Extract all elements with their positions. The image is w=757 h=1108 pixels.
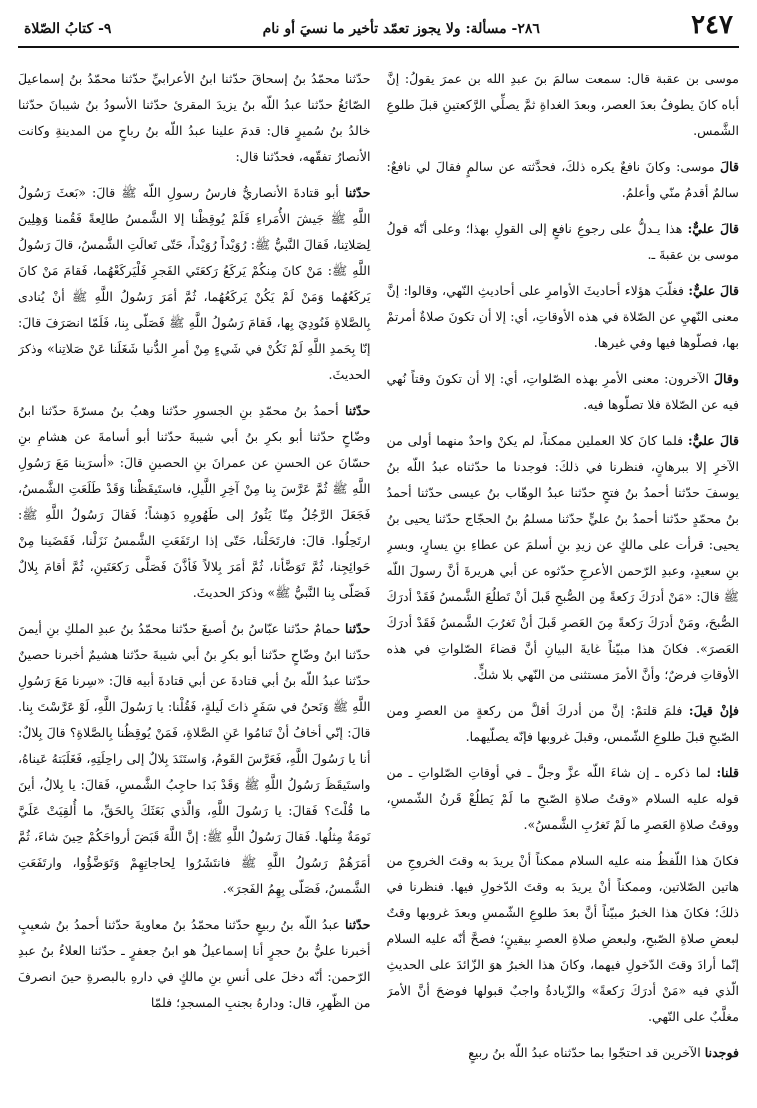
paragraph-text: حمامٌ حدّثنا عبّاسُ بنُ أصبغَ حدّثنا محمّدُ بنُ عبدِ الملكِ بنِ أيمنَ حدّثنا ابنُ وضّاحٍ حدّثنا أبو بكرِ بنُ أبي شيبةَ حدّثنا هشيمٌ أخبرنا حصينٌ حدّثنا عبدُ اللّه بنُ أبي قتادةَ عن أبي قتادةَ أبيه قالَ: «سِرنا مَعَ رَسُولِ اللَّهِ ﷺ وَنَحنُ في سَفَرٍ ذاتَ لَيلةٍ، فَقُلْنا: يا رَسُولَ اللَّهِ، لَوْ عَرَّسْتَ بِنا. قالَ: إنّي أخافُ أنْ تَنامُوا عَنِ الصَّلاةِ، فَمَنْ يُوقِظُنا بِالصَّلاةِ؟ قالَ بِلالٌ: أنا يا رَسُولَ اللَّهِ، فَعَرَّسَ القَومُ، وَاستَنَدَ بِلالٌ إلى راحِلَتِهِ، فَغَلَبَتهُ عَيناهُ، واستَيقَظَ رَسُولُ اللَّهِ ﷺ وَقَدْ بَدا حاجِبُ الشَّمسِ، فَقالَ: يا بِلالُ، أينَ ما قُلْتَ؟ فَقالَ: يا رَسُولَ اللَّهِ، وَالَّذي بَعَثَكَ بِالحَقِّ، ما أُلقِيَتْ عَلَيَّ نَومَةٌ مِثلُها. فَقالَ رَسُولُ اللَّهِ ﷺ: إنَّ اللَّهَ قَبَضَ أرواحَكُمْ حِينَ شاءَ، ثُمَّ أمَرَهُمْ رَسُولُ اللَّهِ ﷺ فانتَشَرُوا لِحاجاتِهِمْ وَتَوَضَّؤُوا، وارتَفَعَتِ الشَّمسُ، فَصَلّى بِهِمُ الفَجرَ». <box>18 621 371 896</box>
paragraph <box>387 66 740 144</box>
paragraph-lead: حدّثنا <box>344 621 371 636</box>
paragraph-lead: قلنا: <box>716 765 739 780</box>
paragraph-text: الآخرين قد احتجّوا بما حدّثناه عبدُ اللّه بنُ ربيعٍ <box>468 1045 705 1060</box>
paragraph <box>18 616 371 902</box>
book-title: ٩- كتابُ الصّلاة <box>24 21 112 37</box>
right-column <box>387 66 740 1106</box>
paragraph <box>387 760 740 838</box>
paragraph-text: فلمَ قلتمْ: إنَّ من أدركَ أقلَّ من ركعةٍ من العصرِ ومن الصّبحِ قبلَ طلوعِ الشّمس، وقبلَ غروبها فإنّه يصلّيهما. <box>386 703 739 744</box>
paragraph-text: أبو قتادةَ الأنصاريُّ فارسُ رسولِ اللّه ﷺ قالَ: «بَعثَ رَسُولُ اللَّهِ ﷺ جَيشَ الأُمَراءِ فَلَمْ يُوقِظْنا إلا الشَّمسُ طالِعةً فَقُمنا وَهِلِينَ لِصَلاتِنا، فَقالَ النَّبيُّ ﷺ: رُوَيْداً رُوَيْداً، حَتّى تَعالَتِ الشَّمسُ، قالَ رَسُولُ اللَّهِ ﷺ: مَنْ كانَ مِنكُمْ يَركَعُ رَكعَتَي الفَجرِ فَلْيَركَعْهُما، فَقامَ مَنْ كانَ يَركَعُهُما وَمَنْ لَمْ يَكُنْ يَركَعُهُما، ثُمَّ أمَرَ رَسُولُ اللَّهِ ﷺ أنْ يُنادى بِالصَّلاةِ فَنُودِيَ بِها، فَقامَ رَسُولُ اللَّهِ ﷺ فَصَلّى بِنا، فَلَمّا انصَرَفَ قالَ: إنّا بِحَمدِ اللَّهِ لَمْ نَكُنْ في شَيءٍ مِنْ أمرِ الدُّنيا شَغَلَنا عَنْ صَلاتِنا» وذكرَ الحديثَ. <box>18 185 371 382</box>
paragraph-text: فكانَ هذا اللّفظُ منه عليه السلام ممكناً أنْ يريدَ به وقتَ الخروجِ من هاتين الصّلاتين، وممكناً أنْ يريدَ به وقتَ الدّخولِ فيها. فنظرنا في ذلكَ؛ فكانَ هذا الخبرُ مبيّناً أنَّ بعدَ طلوعِ الشّمسِ وبعدَ غروبها وقتٌ لبعضِ صلاةِ الصّبحِ، ولبعضِ صلاةِ العصرِ بيقينٍ؛ فصحَّ أنّه عليه السلام إنّما أرادَ وقتَ الدّخولِ فيهما، وكانَ هذا الخبرُ هوَ الزّائدَ على الحديثِ الّذي فيه «مَنْ أدرَكَ رَكعةً» والزّيادةُ واجبٌ قبولها فوضحَ أنَّ الأمرَ مغلَّبٌ على النّهي. <box>386 853 739 1024</box>
paragraph-text: فلما كانَ كلا العملين ممكناً، لم يكنْ واحدٌ منهما أولى من الآخرِ إلا ببرهانٍ، فنظرنا في ذلكَ: فوجدنا ما حدّثناه عبدُ اللّه بنُ يوسفَ حدّثنا أحمدُ بنُ فتحٍ حدّثنا عبدُ الوهّاب بنُ عيسى حدّثنا أحمدُ بنُ محمّدٍ حدّثنا أحمدُ بنُ عليٍّ حدّثنا مسلمُ بنُ الحجّاج حدّثنا يحيى بنُ يحيى: قرأت على مالكٍ عن زيدِ بنِ أسلمَ عن عطاءِ بنِ يسارٍ، وبسرِ بنِ سعيدٍ، وعبدِ الرّحمن الأعرجِ حدّثوه عن أبي هريرةَ أنَّ رسولَ اللّه ﷺ قالَ: «مَنْ أدرَكَ رَكعةً مِن الصُّبحِ قَبلَ أنْ تَطلُعَ الشَّمسُ فَقَدْ أدرَكَ الصُّبحَ، ومَنْ أدرَكَ رَكعةً مِنَ العَصرِ قَبلَ أنْ تَغرُبَ الشَّمسُ فَقَدْ أدرَكَ العَصرَ». فكانَ هذا مبيّناً غايةَ البيانِ أنَّ قضاءَ الصّلواتِ في هذه الأوقاتِ فرضٌ؛ وأنَّ الأمرَ مستثنى من النّهي بلا شكٍّ. <box>386 433 739 682</box>
paragraph <box>18 398 371 606</box>
page-header <box>18 10 739 48</box>
paragraph-text: لما ذكره ـ إن شاءَ اللّه عزَّ وجلَّ ـ في أوقاتِ الصّلواتِ ـ من قوله عليه السلام «وقتُ صلاةِ الصّبحِ ما لَمْ يَطلُعْ قَرنُ الشّمسِ، ووقتُ صلاةِ العَصرِ ما لَمْ تَغرُبِ الشَّمسُ». <box>386 765 739 832</box>
paragraph <box>18 180 371 388</box>
paragraph-text: أحمدُ بنُ محمّدِ بنِ الجسورِ حدّثنا وهبُ بنُ مسرّةَ حدّثنا ابنُ وضّاحٍ حدّثنا أبو بكرِ بنُ أبي شيبةَ حدّثنا أبو أسامةَ عن هشامِ بنِ حسّانَ عن الحسنِ عن عمرانَ بنِ الحصينِ قالَ: «أسرَينا مَعَ رَسُولِ اللَّهِ ﷺ ثُمَّ عَرَّسَ بِنا مِنْ آخِرِ اللَّيلِ، فاستَيقَظْنا وَقَدْ طَلَعَتِ الشَّمسُ، فَجَعَلَ الرَّجُلُ مِنّا يَثُورُ إلى طَهُورِهِ دَهِشاً؛ فَقالَ رَسُولُ اللَّهِ ﷺ: ارتَحِلُوا. قالَ: فارتَحَلْنا، حَتّى إذا ارتَفَعَتِ الشَّمسُ نَزَلْنا، فَقَضَينا مِنْ حَوائِجِنا، ثُمَّ تَوَضَّأنا، ثُمَّ أمَرَ بِلالاً فَأذَّنَ فَصَلَّى رَكعَتَينِ، ثُمَّ أقامَ بِلالٌ فَصَلّى بِنا النَّبيُّ ﷺ» وذكرَ الحديثَ. <box>18 403 371 600</box>
paragraph <box>387 154 740 206</box>
paragraph-lead: قالَ عليٌّ: <box>687 221 739 236</box>
paragraph-lead: وقالَ <box>713 371 739 386</box>
paragraph-lead: قالَ عليٌّ: <box>688 283 739 298</box>
paragraph-lead: قالَ عليٌّ: <box>687 433 739 448</box>
page-number: ٢٤٧ <box>691 10 733 40</box>
paragraph <box>387 366 740 418</box>
paragraph-text: حدّثنا محمّدُ بنُ إسحاقَ حدّثنا ابنُ الأعرابيِّ حدّثنا محمّدُ بنُ إسماعيلَ الصّائغُ حدّثنا عبدُ اللّه بنُ يزيدَ المقرئ حدّثنا الأسودُ بنُ شيبانَ حدّثنا خالدُ بنُ سُميرٍ قال: قدمَ علينا عبدُ اللّه بنُ رباحٍ من المدينةِ وكانت الأنصارُ تفقّهه، فحدّثنا قال: <box>18 71 371 164</box>
paragraph <box>387 848 740 1030</box>
paragraph-text: عبدُ اللّه بنُ ربيعٍ حدّثنا محمّدُ بنُ معاويةَ حدّثنا أحمدُ بنُ شعيبٍ أخبرنا عليُّ بنُ حجرٍ أنا إسماعيلُ هو ابنُ جعفرٍ ـ حدّثنا العلاءُ بنُ عبدِ الرّحمن: أنّه دخلَ على أنسِ بنِ مالكٍ في دارهِ بالبصرةِ حينَ انصرفَ من الظّهرِ، قال: ودارهُ بجنبِ المسجدِ؛ فلمّا <box>18 917 371 1010</box>
paragraph-lead: حدّثنا <box>344 917 371 932</box>
paragraph <box>387 216 740 268</box>
paragraph <box>18 912 371 1016</box>
paragraph-text: موسى بن عقبة قال: سمعت سالمَ بنَ عبدِ الله بن عمرَ يقولُ: إنَّ أباه كانَ يطوفُ بعدَ العصر، وبعدَ الغداةِ ثمَّ يصلِّي الرَّكعتينِ قبلَ طلوعِ الشَّمس. <box>386 71 739 138</box>
paragraph-text: فغلّبَ هؤلاء أحاديثَ الأوامرِ على أحاديثِ النّهي، وقالوا: إنَّ معنى النّهيِ عن الصّلاة في هذه الأوقاتِ، أي: إلا أن تكونَ صلاةٌ أمرتمْ بها، فصلّوها فيها وفي غيرها. <box>386 283 739 350</box>
paragraph-lead: حدّثنا <box>344 185 371 200</box>
text-columns <box>18 48 739 1106</box>
paragraph <box>18 66 371 170</box>
paragraph <box>387 698 740 750</box>
paragraph-lead: فإنْ قيلَ: <box>688 703 739 718</box>
running-title: ٢٨٦- مسألة: ولا يجوز تعمّد تأخير ما نسيَ أو نام <box>262 21 540 37</box>
left-column <box>18 66 371 1106</box>
paragraph <box>387 1040 740 1066</box>
paragraph-lead: حدّثنا <box>344 403 371 418</box>
paragraph-lead: فوجدنا <box>704 1045 739 1060</box>
paragraph <box>387 278 740 356</box>
paragraph-text: هذا يـدلُّ على رجوعِ نافعٍ إلى القولِ بهذا؛ وعلى أنّه قولُ موسى بن عقبةَ ـ. <box>386 221 739 262</box>
paragraph-text: موسى: وكانَ نافعٌ يكره ذلكَ، فحدَّثته عن سالمٍ فقالَ لي نافعٌ: سالمٌ أقدمُ منّي وأعلمُ. <box>386 159 739 200</box>
paragraph <box>387 428 740 688</box>
paragraph-lead: قالَ <box>719 159 739 174</box>
paragraph-text: الآخرون: معنى الأمرِ بهذه الصّلواتِ، أي: إلا أن تكونَ وقتاً نُهي فيه عن الصّلاة فلا تصلّوها فيه. <box>386 371 739 412</box>
